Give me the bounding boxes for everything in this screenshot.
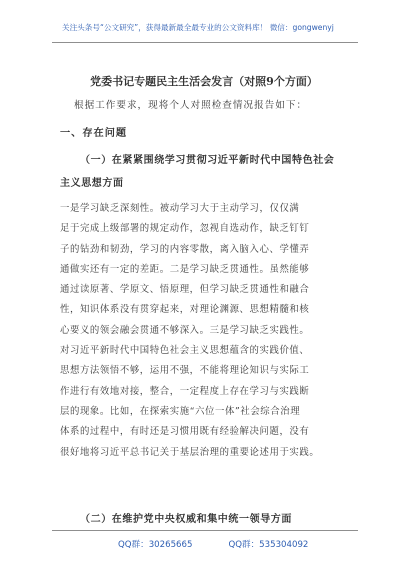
body-line: 作进行有效地对接，整合，一定程度上存在学习与实践断 <box>60 385 310 397</box>
body-line: 很好地将习近平总书记关于基层治理的重要论述用于实践。 <box>60 446 320 458</box>
header-divider <box>52 42 358 43</box>
footer-qq-group-1: QQ群：30265665 <box>118 540 193 550</box>
body-line: 子的钻劲和韧劲，学习的内容零散，离入脑入心、学懂弄 <box>60 243 310 255</box>
footer-divider <box>52 530 358 531</box>
subsection-2-title: （二）在维护党中央权威和集中统一领导方面 <box>80 514 292 525</box>
body-line: 思想方法领悟不够，运用不强，不能将理论知识与实际工 <box>60 365 310 377</box>
subsection-1-title-line-2: 主义思想方面 <box>60 178 124 189</box>
body-line: 一是学习缺乏深刻性。被动学习大于主动学习，仅仅满 <box>60 203 300 214</box>
footer-qq-group-2: QQ群：535304092 <box>228 540 309 550</box>
body-line: 心要义的领会融会贯通不够深入。三是学习缺乏实践性。 <box>60 324 310 336</box>
subsection-1-body <box>60 199 352 463</box>
body-line: 通过读原著、学原文、悟原理，但学习缺乏贯通性和融合 <box>60 284 310 296</box>
body-line: 体系的过程中，有时还是习惯用既有经验解决问题，没有 <box>60 426 310 438</box>
document-title: 党委书记专题民主生活会发言（对照9个方面） <box>90 75 318 88</box>
body-line: 通做实还有一定的差距。二是学习缺乏贯通性。虽然能够 <box>60 263 310 275</box>
body-line: 性，知识体系没有贯穿起来，对理论渊源、思想精髓和核 <box>60 304 310 316</box>
subsection-1-title-line-1: （一）在紧紧围绕学习贯彻习近平新时代中国特色社会 <box>80 155 335 166</box>
section-heading-problems: 一、存在问题 <box>60 127 128 139</box>
footer-qq-groups <box>118 538 308 550</box>
intro-paragraph: 根据工作要求，现将个人对照检查情况报告如下： <box>74 100 308 111</box>
body-line: 足于完成上级部署的规定动作，忽视自选动作，缺乏钉钉 <box>60 223 310 235</box>
header-promo-note: 关注头条号“公文研究”，获得最新最全最专业的公文资料库！ 微信：gongwenyj <box>62 23 334 32</box>
body-line: 层的现象。比如，在探索实施“六位一体”社会综合治理 <box>60 405 301 417</box>
body-line: 对习近平新时代中国特色社会主义思想蕴含的实践价值、 <box>60 345 310 357</box>
